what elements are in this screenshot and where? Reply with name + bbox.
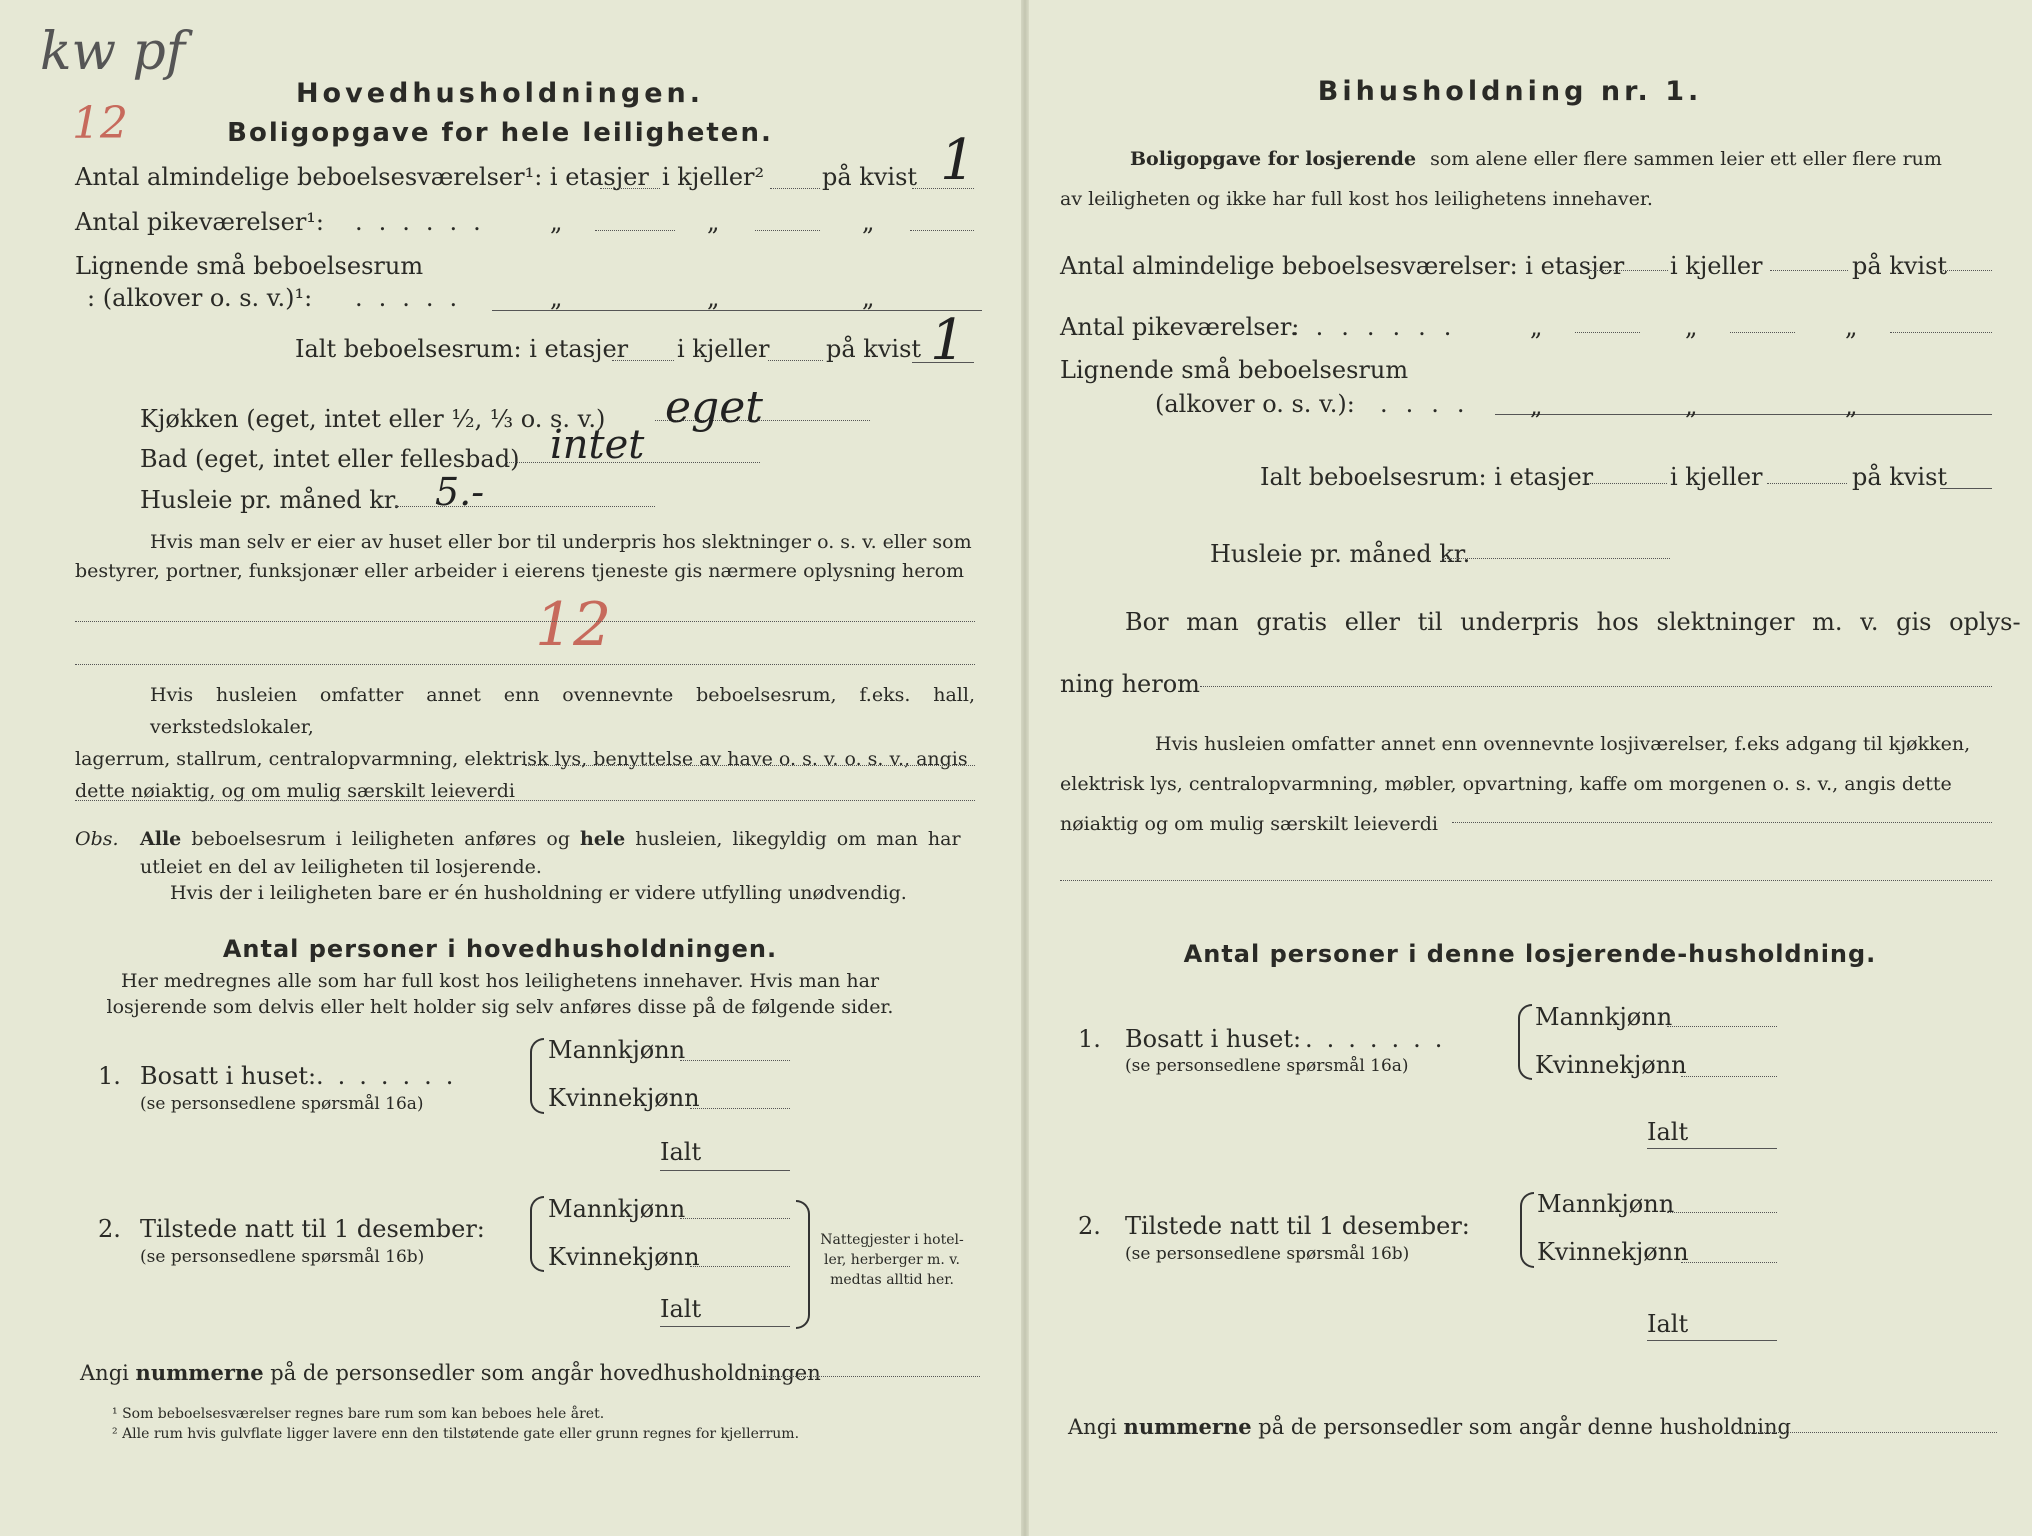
handwritten-mid-number: 12 [535, 590, 612, 660]
ditto-mark: „ [862, 208, 875, 236]
female-label: Kvinnekjønn [548, 1084, 700, 1112]
field-total-kvist[interactable] [1940, 488, 1992, 489]
obs-line-2: utleiet en del av leiligheten til losjerende. [140, 856, 542, 878]
field-item1-male[interactable] [1667, 1026, 1777, 1027]
field-item2-female[interactable] [690, 1266, 790, 1267]
female-label: Kvinnekjønn [548, 1243, 700, 1271]
field-owner-info-2[interactable] [75, 664, 975, 665]
persons-title: Antal personer i hovedhusholdningen. [222, 935, 778, 963]
label-kvist: på kvist [826, 335, 922, 363]
ditto-mark: „ [862, 284, 875, 312]
field-item2-total[interactable] [660, 1326, 790, 1327]
note-owner-line: Hvis man selv er eier av huset eller bor til underpris hos slektninger o. s. v. eller som [150, 531, 972, 553]
field-item1-total[interactable] [660, 1170, 790, 1171]
angi-text: Angi [1068, 1415, 1117, 1439]
bracket [1520, 1192, 1534, 1268]
dotted-leader: ....... [1290, 313, 1470, 341]
field-etasjer[interactable] [1590, 270, 1668, 271]
ditto-mark: „ [550, 208, 563, 236]
total-label: Ialt [1647, 1118, 1689, 1146]
item2-label: Tilstede natt til 1 desember: [1125, 1212, 1470, 1240]
handwritten-initials: kw pf [40, 22, 186, 82]
field-maid-kjeller[interactable] [595, 230, 675, 231]
row-rent: Husleie pr. måned kr. [1210, 540, 1471, 568]
handwritten-number: 12 [72, 98, 128, 149]
angi-bold: nummerne [135, 1360, 264, 1385]
footnote-2: ² Alle rum hvis gulvflate ligger lavere enn den tilstøtende gate eller grunn regnes for kjellerrum. [112, 1426, 800, 1442]
field-item2-female[interactable] [1681, 1262, 1777, 1263]
ditto-mark: „ [1685, 392, 1698, 420]
row-kitchen: Kjøkken (eget, intet eller ½, ⅓ o. s. v.) [140, 405, 606, 433]
ditto-mark: „ [1530, 313, 1543, 341]
field-item1-female[interactable] [1681, 1076, 1777, 1077]
note-line: dette nøiaktig, og om mulig særskilt leieverdi [75, 780, 515, 802]
field-kvist[interactable] [1940, 270, 1992, 271]
label-kvist: på kvist [822, 163, 918, 191]
note-line: Hvis husleien omfatter annet enn ovennevnte losjiværelser, f.eks adgang til kjøkken, [1155, 733, 1971, 755]
note-line: lagerrum, stallrum, centralopvarmning, elektrisk lys, benyttelse av have o. s. v. o. s. v., angis [75, 748, 968, 770]
angi-text: på de personsedler som angår denne husholdning [1258, 1415, 1791, 1439]
label-kjeller: i kjeller² [662, 163, 765, 191]
field-owner-info[interactable] [75, 621, 975, 622]
intro-bold: Boligopgave for losjerende [1130, 148, 1417, 170]
row-small-rooms: Lignende små beboelsesrum [1060, 356, 1409, 384]
angi-text: på de personsedler som angår hovedhusholdningen [270, 1361, 821, 1385]
bracket [530, 1196, 544, 1272]
field-other-rooms[interactable] [525, 765, 975, 766]
dotted-leader: ..... [355, 284, 474, 312]
dotted-leader: ....... [1305, 1025, 1457, 1053]
item1-number: 1. [98, 1062, 121, 1090]
obs-text: beboelsesrum i leiligheten anføres og [191, 828, 570, 850]
handwritten-rent: 5.- [435, 470, 485, 514]
intro-text: som alene eller flere sammen leier ett eller flere rum [1430, 148, 1942, 170]
item1-sub: (se personsedlene spørsmål 16a) [140, 1094, 424, 1114]
male-label: Mannkjønn [548, 1195, 686, 1223]
obs-bold: Alle [140, 828, 182, 850]
row-bath: Bad (eget, intet eller fellesbad) [140, 445, 520, 473]
item2-sub: (se personsedlene spørsmål 16b) [1125, 1244, 1410, 1264]
item2-label: Tilstede natt til 1 desember: [140, 1215, 485, 1243]
persons-line-2: losjerende som delvis eller helt holder sig selv anføres disse på de følgende sider. [106, 996, 894, 1018]
note-owner [75, 528, 975, 586]
persons-line-1: Her medregnes alle som har full kost hos leilighetens innehaver. Hvis man har [120, 970, 880, 992]
label-kjeller: i kjeller [1670, 463, 1763, 491]
note-line: Hvis husleien omfatter annet enn ovennevnte beboelsesrum, f.eks. hall, verkstedslokaler, [150, 684, 975, 738]
male-label: Mannkjønn [548, 1036, 686, 1064]
label-kjeller: i kjeller [677, 335, 770, 363]
note-owner-line: bestyrer, portner, funksjonær eller arbeider i eierens tjeneste gis nærmere oplysning herom [75, 560, 965, 582]
intro-line-2: av leiligheten og ikke har full kost hos leilighetens innehaver. [1060, 188, 1653, 210]
field-item2-total[interactable] [1647, 1340, 1777, 1341]
angi-bold: nummerne [1123, 1414, 1252, 1439]
female-label: Kvinnekjønn [1535, 1051, 1687, 1079]
dotted-leader: ....... [316, 1062, 468, 1090]
bracket [530, 1038, 544, 1114]
field-small-etasjer[interactable] [492, 310, 982, 311]
total-label: Ialt [660, 1138, 702, 1166]
obs-line-3: Hvis der i leiligheten bare er én husholdning er videre utfylling unødvendig. [170, 882, 907, 904]
ditto-mark: „ [707, 208, 720, 236]
field-angi-numbers[interactable] [1742, 1432, 1997, 1433]
row-rent: Husleie pr. måned kr. [140, 486, 401, 514]
angi-line [80, 1360, 821, 1385]
total-label: Ialt [660, 1295, 702, 1323]
row-total-rooms: Ialt beboelsesrum: i etasjer [1260, 463, 1594, 491]
item1-sub: (se personsedlene spørsmål 16a) [1125, 1056, 1409, 1076]
gratis-line-2: ning herom [1060, 670, 1200, 698]
ditto-mark: „ [550, 284, 563, 312]
field-kjeller[interactable] [770, 188, 820, 189]
field-gratis[interactable] [1200, 686, 1992, 687]
field-total-etasjer[interactable] [612, 360, 674, 361]
ditto-mark: „ [1845, 392, 1858, 420]
field-item1-female[interactable] [690, 1108, 790, 1109]
field-maid-kvist[interactable] [755, 230, 820, 231]
side-note-line: ler, herberger m. v. [823, 1252, 960, 1268]
field-maid-kvist[interactable] [1730, 332, 1795, 333]
row-maid-rooms: Antal pikeværelser: [1060, 313, 1300, 341]
handwritten-total-kvist: 1 [930, 308, 966, 373]
item2-sub: (se personsedlene spørsmål 16b) [140, 1247, 425, 1267]
item2-number: 2. [1078, 1212, 1101, 1240]
ditto-mark: „ [1845, 313, 1858, 341]
female-label: Kvinnekjønn [1537, 1238, 1689, 1266]
field-total-kjeller[interactable] [1767, 483, 1847, 484]
handwritten-bath: intet [550, 422, 645, 468]
row-small-rooms: Lignende små beboelsesrum [75, 252, 424, 280]
dotted-leader: ...... [355, 208, 497, 236]
item1-number: 1. [1078, 1025, 1101, 1053]
field-maid-kjeller[interactable] [1575, 332, 1640, 333]
intro-line-1 [1130, 148, 1942, 170]
label-kvist: på kvist [1852, 463, 1948, 491]
field-item1-male[interactable] [680, 1060, 790, 1061]
gratis-line-1: Bor man gratis eller til underpris hos slektninger m. v. gis oplys- [1125, 608, 2021, 636]
page-fold [1021, 0, 1029, 1536]
ditto-mark: „ [1685, 313, 1698, 341]
page-title: Bihusholdning nr. 1. [1317, 76, 1703, 107]
field-maid-extra[interactable] [1890, 332, 1992, 333]
row-total-rooms: Ialt beboelsesrum: i etasjer [295, 335, 629, 363]
male-label: Mannkjønn [1535, 1003, 1673, 1031]
page-title: Hovedhusholdningen. [295, 78, 705, 109]
obs-text: husleien, likegyldig om man har [635, 828, 961, 850]
total-label: Ialt [1647, 1310, 1689, 1338]
field-kjeller[interactable] [1770, 270, 1848, 271]
item2-number: 2. [98, 1215, 121, 1243]
side-note [812, 1230, 972, 1290]
row-ordinary-rooms: Antal almindelige beboelsesværelser¹: i etasjer [75, 163, 649, 191]
note-other-rooms [75, 679, 975, 807]
right-page [1030, 0, 2032, 1536]
side-note-line: Nattegjester i hotel- [820, 1232, 964, 1248]
angi-text: Angi [80, 1361, 129, 1385]
field-maid-extra[interactable] [910, 230, 974, 231]
handwritten-kitchen: eget [665, 382, 763, 433]
page-subtitle: Boligopgave for hele leiligheten. [227, 118, 773, 148]
field-angi-numbers[interactable] [755, 1376, 980, 1377]
obs-bold: hele [580, 828, 626, 850]
bracket [1518, 1004, 1532, 1080]
obs-line-1 [140, 828, 961, 850]
note-other-rooms [1060, 724, 1992, 844]
field-item2-male[interactable] [680, 1218, 790, 1219]
label-kjeller: i kjeller [1670, 252, 1763, 280]
row-maid-rooms: Antal pikeværelser¹: [75, 208, 324, 236]
field-rent[interactable] [1442, 558, 1670, 559]
dotted-leader: .... [1380, 390, 1483, 418]
male-label: Mannkjønn [1537, 1190, 1675, 1218]
bracket [796, 1200, 810, 1329]
field-item2-male[interactable] [1667, 1212, 1777, 1213]
ditto-mark: „ [707, 284, 720, 312]
row-small-rooms-sub: : (alkover o. s. v.)¹: [87, 284, 313, 312]
field-other-rooms[interactable] [1452, 822, 1992, 823]
side-note-line: medtas alltid her. [830, 1272, 954, 1288]
field-etasjer[interactable] [600, 188, 660, 189]
persons-title: Antal personer i denne losjerende-husholdning. [1183, 940, 1877, 968]
field-rent[interactable] [395, 506, 655, 507]
label-kvist: på kvist [1852, 252, 1948, 280]
item1-label: Bosatt i huset: [1125, 1025, 1302, 1053]
footnote-1: ¹ Som beboelsesværelser regnes bare rum som kan beboes hele året. [112, 1406, 605, 1422]
handwritten-kvist: 1 [940, 128, 976, 193]
obs-label: Obs. [75, 828, 119, 850]
row-ordinary-rooms: Antal almindelige beboelsesværelser: i etasjer [1060, 252, 1625, 280]
field-small-etasjer[interactable] [1495, 414, 1992, 415]
row-small-rooms-sub: (alkover o. s. v.): [1155, 390, 1355, 418]
item1-label: Bosatt i huset: [140, 1062, 317, 1090]
field-item1-total[interactable] [1647, 1148, 1777, 1149]
ditto-mark: „ [1530, 392, 1543, 420]
field-other-rooms-2[interactable] [75, 800, 975, 801]
field-total-etasjer[interactable] [1587, 483, 1667, 484]
note-line: elektrisk lys, centralopvarmning, møbler, opvartning, kaffe om morgenen o. s. v., angis dette [1060, 773, 1952, 795]
field-total-kjeller[interactable] [768, 360, 823, 361]
note-line: nøiaktig og om mulig særskilt leieverdi [1060, 813, 1438, 835]
field-other-rooms-2[interactable] [1060, 880, 1992, 881]
angi-line [1068, 1414, 1791, 1439]
